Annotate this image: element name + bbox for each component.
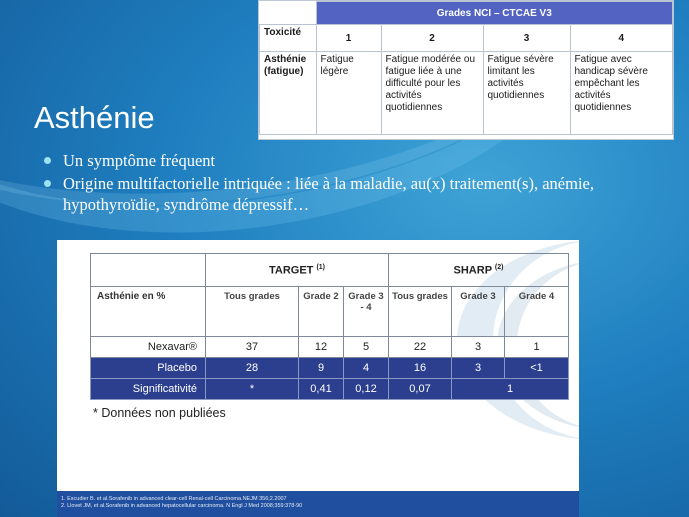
table-note: * Données non publiées bbox=[93, 406, 226, 420]
table-row: Nexavar® 37 12 5 22 3 1 bbox=[91, 337, 569, 358]
grade-header: 1 bbox=[316, 25, 381, 52]
column-header: Grade 4 bbox=[505, 287, 569, 337]
bullet-dot-icon bbox=[44, 157, 51, 164]
row-label: Placebo bbox=[91, 358, 206, 379]
column-header: Tous grades bbox=[389, 287, 452, 337]
grade-description: Fatigue modérée ou fatigue liée à une difficulté pour les activités quotidiennes bbox=[381, 52, 483, 135]
bullet-list bbox=[44, 150, 644, 217]
nci-header: Grades NCI – CTCAE V3 bbox=[316, 2, 673, 25]
row-header: Asthénie en % bbox=[91, 287, 206, 337]
grade-header: 2 bbox=[381, 25, 483, 52]
column-header: Grade 2 bbox=[299, 287, 344, 337]
bullet-item: Un symptôme fréquent bbox=[44, 150, 644, 171]
bullet-dot-icon bbox=[44, 180, 51, 187]
study-panel bbox=[57, 240, 579, 517]
row-label: Nexavar® bbox=[91, 337, 206, 358]
grade-description: Fatigue légère bbox=[316, 52, 381, 135]
grade-header: 3 bbox=[483, 25, 570, 52]
target-header: TARGET $^{(1)}$ bbox=[206, 254, 389, 287]
references-footer bbox=[57, 491, 579, 517]
toxicity-label: Toxicité bbox=[260, 25, 317, 52]
column-header: Grade 3 - 4 bbox=[344, 287, 389, 337]
nci-grades-table bbox=[258, 0, 674, 140]
column-header: Grade 3 bbox=[452, 287, 505, 337]
asthenia-row-label: Asthénie (fatigue) bbox=[260, 52, 317, 135]
study-table bbox=[90, 253, 569, 400]
reference-item: 1. Escudier B. et al.Sorafenib in advanced clear-cell Renal-cell Carcinoma.NEJM 356;2.2007 bbox=[61, 496, 287, 502]
grade-description: Fatigue avec handicap sévère empêchant les activités quotidiennes bbox=[570, 52, 673, 135]
grade-description: Fatigue sévère limitant les activités quotidiennes bbox=[483, 52, 570, 135]
slide-title: Asthénie bbox=[34, 100, 155, 135]
table-row: Placebo 28 9 4 16 3 <1 bbox=[91, 358, 569, 379]
column-header: Tous grades bbox=[206, 287, 299, 337]
row-label: Significativité bbox=[91, 379, 206, 400]
table-row: Significativité * 0,41 0,12 0,07 1 bbox=[91, 379, 569, 400]
sharp-header: SHARP $^{(2)}$ bbox=[389, 254, 569, 287]
reference-item: 2. Llovet JM, et al.Sorafenib in advanced hepatocellular carcinoma. N Engl J Med 2008;359:378-90 bbox=[61, 503, 303, 509]
grade-header: 4 bbox=[570, 25, 673, 52]
bullet-item: Origine multifactorielle intriquée : liée à la maladie, au(x) traitement(s), anémie, hypothyroïdie, syndrôme dépressif… bbox=[44, 173, 644, 215]
